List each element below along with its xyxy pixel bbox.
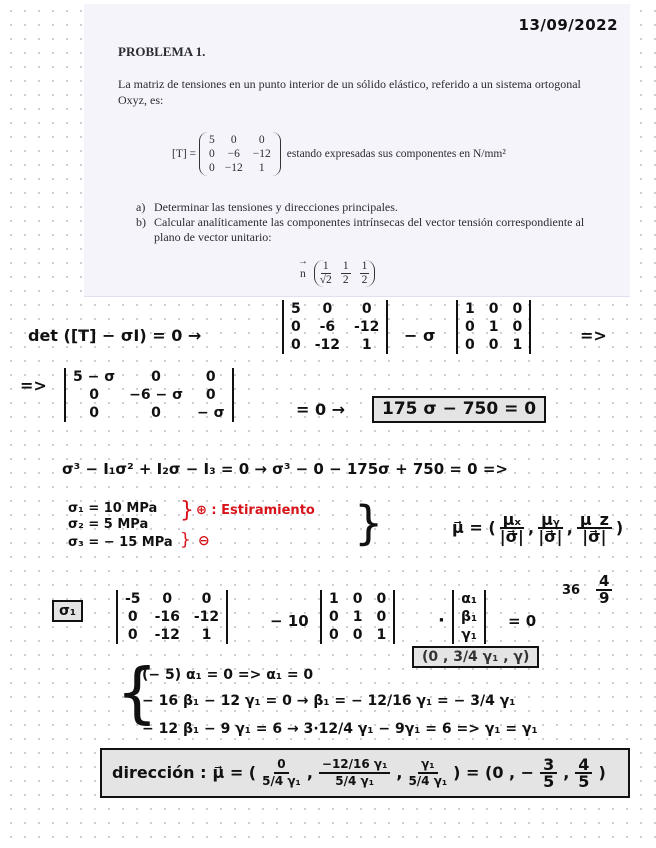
sigma1-value: σ₁ = 10 MPa [68, 501, 158, 516]
determinant-matrix [64, 368, 234, 422]
fraction-denominator: 5 [578, 772, 590, 791]
fraction-numerator: 1 [361, 260, 368, 272]
sigma2-value: σ₂ = 5 MPa [68, 517, 149, 532]
matrix-cell: 1 [488, 319, 499, 335]
matrix-cell: -12 [314, 337, 341, 353]
fraction-numerator: 4 [575, 757, 592, 774]
matrix-cell: 0 [512, 301, 523, 317]
matrix-cell: 0 [352, 627, 363, 643]
matrix-cell: −6 [227, 148, 240, 160]
matrix-cell: 1 [361, 337, 372, 353]
matrix-cell: 0 [127, 609, 138, 625]
compression-circle-icon: ⊖ [198, 533, 210, 549]
separator: , [528, 518, 535, 537]
vector-component [320, 260, 332, 287]
part-letter: b) [136, 215, 146, 229]
direction-close: ) [598, 763, 606, 782]
system-line-1: (− 5) α₁ = 0 => α₁ = 0 [142, 667, 314, 683]
minus-ten: − 10 [270, 612, 309, 630]
problem-title: PROBLEMA 1. [118, 44, 206, 59]
unit-vector-definition [452, 512, 623, 544]
direction-result-fraction [540, 757, 557, 789]
matrix-cell: 0 [201, 591, 212, 607]
matrix-cell: 1 [258, 162, 265, 174]
equals-zero-arrow: = 0 → [296, 400, 346, 419]
matrix-cell: 1 [512, 337, 523, 353]
vector-letter: n [300, 267, 306, 280]
boxed-vector: (0 , 3/4 γ₁ , γ) [412, 646, 539, 668]
matrix-a [282, 300, 388, 354]
fraction-denominator: |σ⃗| [538, 527, 563, 546]
fraction-denominator: |σ⃗| [582, 527, 607, 546]
system-line-3: − 12 β₁ − 9 γ₁ = 6 → 3·12/4 γ₁ − 9γ₁ = 6 => γ₁ = γ₁ [142, 721, 538, 737]
direction-fraction [319, 757, 390, 789]
side-fraction [596, 574, 612, 606]
fraction-denominator: 2 [342, 274, 349, 286]
identity-matrix [456, 300, 531, 354]
matrix-cell: 1 [376, 627, 387, 643]
mu-fraction [577, 512, 612, 544]
matrix-cell: 0 [488, 337, 499, 353]
matrix-cell: 0 [89, 387, 99, 403]
fraction-numerator: μₓ [500, 512, 524, 529]
matrix-cell: 0 [291, 337, 301, 353]
direction-equals: ) = (0 , − [453, 763, 535, 782]
fraction-numerator: μᵧ [538, 512, 563, 529]
mu-rhs: ) [615, 518, 624, 537]
unit-vector [298, 255, 375, 287]
matrix-cell: 0 [465, 319, 475, 335]
matrix-cell: -16 [154, 609, 180, 625]
matrix-cell: 1 [352, 609, 363, 625]
implies-sign: => [20, 376, 47, 395]
matrix-cell: −12 [252, 148, 271, 160]
matrix-cell: -5 [125, 591, 141, 607]
separator: , [306, 763, 313, 782]
vector-cell: γ₁ [461, 627, 477, 643]
matrix-cell: 0 [329, 609, 339, 625]
matrix-cell: 0 [361, 301, 372, 317]
vector-component [341, 260, 351, 287]
separator: , [566, 518, 573, 537]
matrix-cell: 0 [465, 337, 475, 353]
system-line-2: − 16 β₁ − 12 γ₁ = 0 → β₁ = − 12/16 γ₁ = − 3/4 γ₁ [142, 693, 516, 709]
matrix-cell: 0 [205, 369, 216, 385]
fraction-numerator: −12/16 γ₁ [319, 757, 390, 774]
matrix-cell: 0 [205, 387, 216, 403]
matrix-cell: 0 [291, 319, 301, 335]
mu-lhs: μ⃗ = ( [452, 518, 496, 537]
stress-matrix [199, 132, 281, 176]
handwritten-date: 13/09/2022 [518, 16, 618, 34]
direction-fraction [262, 757, 301, 789]
vector-symbol [298, 255, 308, 280]
matrix-cell: 0 [89, 405, 99, 421]
tension-note: ⊕ : Estiramiento [196, 503, 315, 518]
minus-sigma: − σ [404, 326, 436, 345]
fraction-denominator: |σ⃗| [499, 527, 524, 546]
matrix-cell: 0 [209, 148, 215, 160]
vector-arrow: → [298, 255, 308, 267]
matrix-cell: −12 [224, 162, 243, 174]
matrix-cell: 1 [465, 301, 475, 317]
fraction-denominator: 5/4 γ₁ [335, 774, 374, 788]
problem-statement [84, 4, 630, 297]
fraction-denominator: 5/4 γ₁ [408, 774, 448, 788]
part-text: Calcular analíticamente las componentes intrínsecas del vector tensión correspondiente al plano de vector unitario: [154, 215, 585, 244]
direction-mu: μ⃗ = ( [212, 763, 257, 782]
mu-fraction [500, 512, 524, 544]
matrix-cell: 0 [376, 591, 387, 607]
matrix-cell: -12 [354, 319, 380, 335]
fraction-numerator: 4 [596, 574, 612, 591]
characteristic-equation: σ³ − I₁σ² + I₂σ − I₃ = 0 → σ³ − 0 − 175σ + 750 = 0 => [62, 460, 508, 478]
matrix-cell: -6 [319, 319, 336, 335]
stress-matrix-row [172, 124, 506, 184]
matrix-units: estando expresadas sus componentes en N/mm² [286, 148, 506, 160]
big-brace: } [354, 496, 384, 550]
matrix-cell: 0 [322, 301, 333, 317]
part-b [136, 215, 596, 245]
matrix-cell: 5 [291, 301, 301, 317]
matrix-label: [T] = [172, 148, 197, 160]
matrix-cell: 0 [512, 319, 523, 335]
direction-vector [452, 590, 486, 644]
matrix-cell: 0 [376, 609, 387, 625]
matrix-b [116, 590, 228, 644]
matrix-cell: 1 [329, 591, 339, 607]
fraction-denominator: √2 [319, 274, 332, 286]
vector-cell: β₁ [461, 609, 478, 625]
matrix-cell: 0 [352, 591, 363, 607]
mu-fraction [538, 512, 563, 544]
matrix-cell: −6 − σ [129, 387, 183, 403]
equals-zero: = 0 [508, 612, 537, 630]
sigma3-value: σ₃ = − 15 MPa [68, 535, 173, 550]
matrix-cell: 5 − σ [73, 369, 116, 385]
separator: , [563, 763, 570, 782]
matrix-cell: 0 [151, 369, 161, 385]
part-letter: a) [136, 200, 146, 214]
direction-result-fraction [575, 757, 592, 789]
dot-operator: · [438, 610, 445, 631]
fraction-numerator: 3 [540, 757, 557, 774]
red-brace: } [180, 530, 191, 550]
fraction-denominator: 2 [361, 274, 368, 286]
sigma1-label-box: σ₁ [52, 600, 83, 622]
direction-fraction [408, 757, 447, 789]
red-brace: } [180, 498, 194, 523]
separator: , [396, 763, 403, 782]
matrix-cell: 0 [230, 134, 237, 146]
fraction-numerator: 1 [342, 260, 349, 272]
fraction-denominator: 5/4 γ₁ [262, 774, 301, 788]
identity-matrix-b [320, 590, 395, 644]
matrix-cell: 1 [201, 627, 212, 643]
implies-sign: => [580, 326, 607, 345]
direction-label: dirección : [112, 763, 207, 782]
problem-parts [136, 200, 596, 245]
system-brace: { [116, 654, 158, 731]
matrix-cell: 5 [209, 134, 215, 146]
matrix-cell: 0 [329, 627, 339, 643]
fraction-numerator: γ₁ [418, 757, 437, 774]
matrix-cell: 0 [258, 134, 265, 146]
matrix-cell: -12 [154, 627, 180, 643]
fraction-denominator: 9 [599, 589, 610, 607]
part-text: Determinar las tensiones y direcciones principales. [154, 200, 398, 214]
det-equation-lhs: det ([T] − σI) = 0 → [28, 326, 202, 345]
fraction-denominator: 5 [543, 772, 555, 791]
fraction-numerator: μ_z [577, 512, 612, 529]
fraction-numerator: 1 [322, 260, 329, 272]
boxed-equation: 175 σ − 750 = 0 [372, 396, 546, 423]
part-a [136, 200, 596, 215]
vector-components [314, 260, 376, 287]
direction-result-box [100, 748, 630, 798]
problem-intro: La matriz de tensiones en un punto interior de un sólido elástico, referido a un sistema ortogonal Oxyz, es: [118, 77, 581, 107]
matrix-cell: 0 [162, 591, 173, 607]
matrix-cell: 0 [151, 405, 161, 421]
matrix-cell: 0 [127, 627, 138, 643]
vector-cell: α₁ [461, 591, 477, 607]
side-number: 36 [562, 583, 581, 598]
vector-component [360, 260, 370, 287]
matrix-cell: − σ [196, 405, 225, 421]
matrix-cell: 0 [488, 301, 499, 317]
matrix-cell: 0 [209, 162, 215, 174]
matrix-cell: -12 [193, 609, 220, 625]
fraction-numerator: 0 [274, 757, 288, 774]
